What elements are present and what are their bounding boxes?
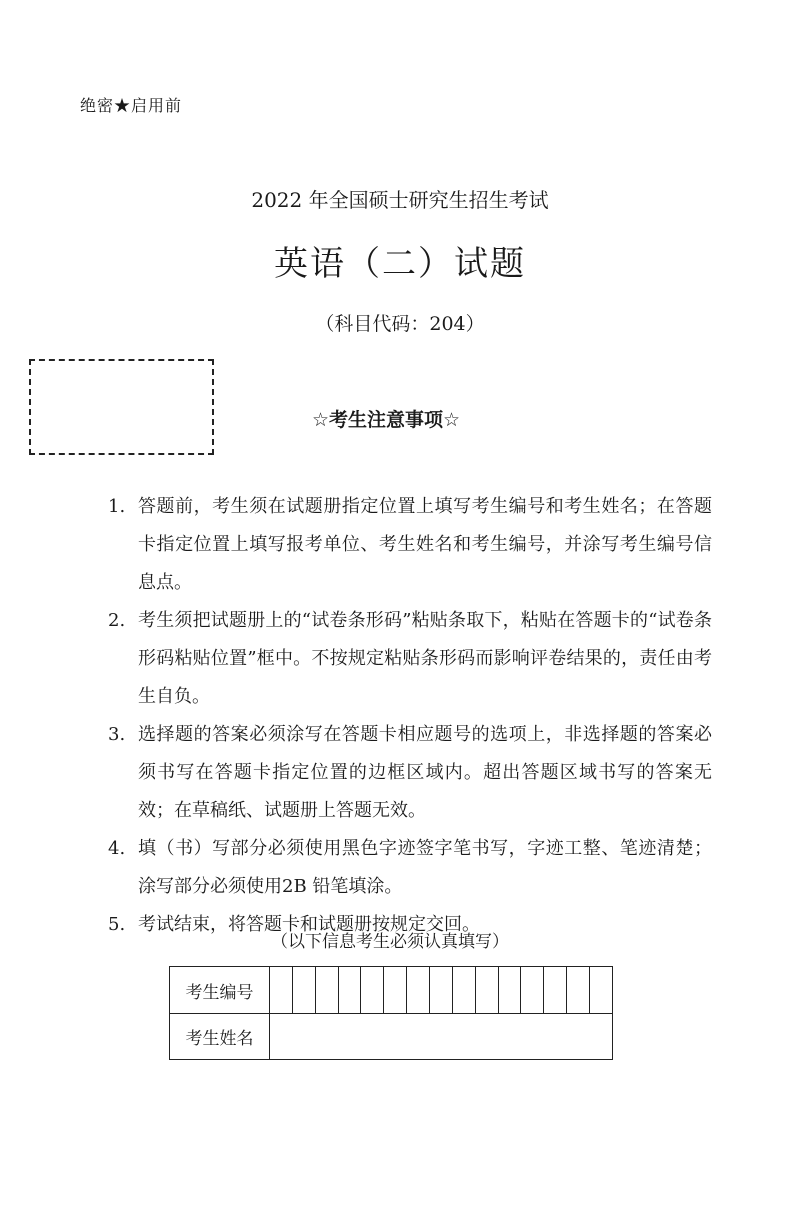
candidate-id-label: 考生编号: [170, 967, 270, 1013]
subject-code: （科目代码：204）: [315, 313, 485, 335]
candidate-id-digit-box[interactable]: [429, 967, 452, 1013]
candidate-name-row: [170, 1013, 612, 1059]
candidate-id-digit-box[interactable]: [292, 967, 315, 1013]
notice-item: [108, 830, 712, 906]
subject-title: 英语（二）试题: [274, 244, 526, 284]
notice-number: 5.: [108, 914, 126, 935]
candidate-id-digit-box[interactable]: [520, 967, 543, 1013]
candidate-name-input[interactable]: [270, 1013, 612, 1059]
candidate-id-digit-box[interactable]: [566, 967, 589, 1013]
candidate-id-digit-box[interactable]: [543, 967, 566, 1013]
notice-heading: ☆考生注意事项☆: [312, 409, 461, 431]
notice-item: [108, 716, 712, 830]
notice-number: 2.: [108, 610, 126, 631]
candidate-id-digit-box[interactable]: [315, 967, 338, 1013]
candidate-id-input[interactable]: [270, 967, 612, 1013]
candidate-name-label: 考生姓名: [170, 1013, 270, 1059]
notice-list: [108, 488, 712, 944]
barcode-placement-box: [29, 359, 214, 455]
candidate-info-table: [169, 966, 613, 1060]
candidate-id-digit-box[interactable]: [338, 967, 361, 1013]
exam-title: 2022 年全国硕士研究生招生考试: [251, 188, 549, 212]
candidate-id-digit-box[interactable]: [452, 967, 475, 1013]
candidate-id-digit-box[interactable]: [589, 967, 612, 1013]
notice-number: 1.: [108, 496, 126, 517]
candidate-id-digit-box[interactable]: [475, 967, 498, 1013]
candidate-id-digit-box[interactable]: [360, 967, 383, 1013]
notice-text: 选择题的答案必须涂写在答题卡相应题号的选项上，非选择题的答案必须书写在答题卡指定位置的边框区域内。超出答题区域书写的答案无效；在草稿纸、试题册上答题无效。: [138, 724, 712, 821]
notice-text: 答题前，考生须在试题册指定位置上填写考生编号和考生姓名；在答题卡指定位置上填写报考单位、考生姓名和考生编号，并涂写考生编号信息点。: [138, 496, 712, 593]
candidate-id-digit-box[interactable]: [270, 967, 292, 1013]
candidate-id-digit-box[interactable]: [498, 967, 521, 1013]
notice-number: 4.: [108, 838, 126, 859]
notice-item: [108, 488, 712, 602]
candidate-id-row: [170, 967, 612, 1014]
confidentiality-mark: 绝密★启用前: [80, 96, 183, 115]
notice-text: 填（书）写部分必须使用黑色字迹签字笔书写，字迹工整、笔迹清楚；涂写部分必须使用2B 铅笔填涂。: [138, 838, 712, 897]
candidate-id-digit-box[interactable]: [383, 967, 406, 1013]
info-form-caption: （以下信息考生必须认真填写）: [271, 932, 509, 952]
notice-number: 3.: [108, 724, 126, 745]
candidate-id-digit-box[interactable]: [406, 967, 429, 1013]
notice-text: 考生须把试题册上的“试卷条形码”粘贴条取下，粘贴在答题卡的“试卷条形码粘贴位置”框中。不按规定粘贴条形码而影响评卷结果的，责任由考生自负。: [138, 610, 712, 707]
notice-item: [108, 602, 712, 716]
notice-text: 考试结束，将答题卡和试题册按规定交回。: [138, 914, 480, 935]
